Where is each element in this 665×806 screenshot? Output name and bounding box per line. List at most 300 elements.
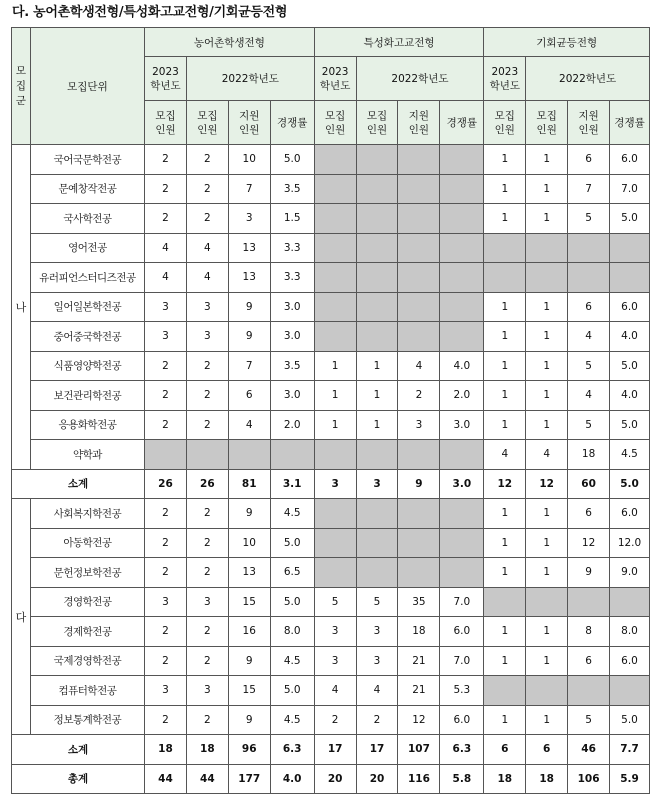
equal-opportunity-recruit-2023: 1	[484, 646, 526, 676]
rural-applicants-2022: 15	[228, 587, 270, 617]
equal-opportunity-recruit-2023: 1	[484, 558, 526, 588]
summary-row	[12, 735, 650, 765]
subtotal-label: 소계	[12, 735, 145, 765]
subtotal-label: 소계	[12, 469, 145, 499]
equal-opportunity-recruit-2023: 1	[484, 351, 526, 381]
department-name: 영어전공	[30, 233, 144, 263]
rural-applicants-2022: 13	[228, 233, 270, 263]
empty-cell	[568, 676, 610, 706]
table-row	[12, 499, 650, 529]
table-row	[12, 351, 650, 381]
equal-opportunity-competition-ratio: 9.0	[610, 558, 650, 588]
equal-opportunity-applicants-2022: 5	[568, 410, 610, 440]
empty-cell	[526, 587, 568, 617]
year-2022-header: 2022학년도	[526, 57, 650, 101]
specialized-recruit-2023: 17	[314, 735, 356, 765]
empty-cell	[270, 440, 314, 470]
specialized-applicants-2022: 107	[398, 735, 440, 765]
specialized-recruit-2023: 3	[314, 469, 356, 499]
equal-opportunity-competition-ratio: 4.0	[610, 322, 650, 352]
empty-cell	[526, 676, 568, 706]
empty-cell	[398, 322, 440, 352]
equal-opportunity-competition-ratio: 5.9	[610, 764, 650, 794]
empty-cell	[398, 558, 440, 588]
unit-column-header: 모집단위	[30, 28, 144, 145]
group-column-header: 모 집 군	[12, 28, 31, 145]
equal-opportunity-applicants-2022: 6	[568, 499, 610, 529]
specialized-recruit-2022: 5	[356, 587, 398, 617]
empty-cell	[314, 322, 356, 352]
rural-recruit-2022: 3	[186, 676, 228, 706]
specialized-recruit-2022: 20	[356, 764, 398, 794]
rural-recruit-2023: 2	[145, 381, 187, 411]
equal-opportunity-recruit-2022: 1	[526, 351, 568, 381]
equal-opportunity-recruit-2022: 1	[526, 528, 568, 558]
specialized-recruit-2023: 20	[314, 764, 356, 794]
empty-cell	[484, 233, 526, 263]
equal-opportunity-competition-ratio: 6.0	[610, 499, 650, 529]
empty-cell	[610, 676, 650, 706]
specialized-recruit-2022: 1	[356, 351, 398, 381]
table-row	[12, 263, 650, 293]
rural-recruit-2023: 4	[145, 233, 187, 263]
equal-opportunity-recruit-2022: 18	[526, 764, 568, 794]
rural-applicants-2022: 9	[228, 705, 270, 735]
table-row	[12, 528, 650, 558]
empty-cell	[440, 499, 484, 529]
empty-cell	[568, 587, 610, 617]
rural-competition-ratio: 3.0	[270, 322, 314, 352]
empty-cell	[356, 322, 398, 352]
equal-opportunity-competition-ratio: 5.0	[610, 204, 650, 234]
equal-opportunity-recruit-2022: 6	[526, 735, 568, 765]
empty-cell	[314, 263, 356, 293]
equal-opportunity-recruit-2023: 18	[484, 764, 526, 794]
equal-opportunity-recruit-2022: 1	[526, 499, 568, 529]
rural-recruit-2023: 3	[145, 292, 187, 322]
specialized-recruit-2023: 1	[314, 381, 356, 411]
empty-cell	[356, 558, 398, 588]
specialized-recruit-2022: 2	[356, 705, 398, 735]
table-row	[12, 145, 650, 175]
rural-recruit-2023: 26	[145, 469, 187, 499]
rural-recruit-2023: 2	[145, 499, 187, 529]
rural-recruit-2022: 3	[186, 587, 228, 617]
specialized-recruit-2023: 3	[314, 617, 356, 647]
department-name: 아동학전공	[30, 528, 144, 558]
department-name: 국사학전공	[30, 204, 144, 234]
recruit-2023-header: 모집 인원	[314, 101, 356, 145]
empty-cell	[398, 440, 440, 470]
empty-cell	[398, 233, 440, 263]
rural-applicants-2022: 6	[228, 381, 270, 411]
empty-cell	[526, 233, 568, 263]
equal-opportunity-competition-ratio: 12.0	[610, 528, 650, 558]
empty-cell	[398, 204, 440, 234]
equal-opportunity-recruit-2022: 1	[526, 646, 568, 676]
department-name: 문헌정보학전공	[30, 558, 144, 588]
equal-opportunity-recruit-2022: 1	[526, 381, 568, 411]
specialized-applicants-2022: 9	[398, 469, 440, 499]
equal-opportunity-applicants-2022: 6	[568, 646, 610, 676]
rural-recruit-2023: 2	[145, 351, 187, 381]
empty-cell	[356, 174, 398, 204]
empty-cell	[314, 440, 356, 470]
equal-opportunity-applicants-2022: 5	[568, 204, 610, 234]
rural-applicants-2022: 7	[228, 174, 270, 204]
equal-opportunity-recruit-2022: 12	[526, 469, 568, 499]
equal-opportunity-recruit-2023: 6	[484, 735, 526, 765]
empty-cell	[314, 174, 356, 204]
specialized-recruit-2023: 1	[314, 351, 356, 381]
table-row	[12, 440, 650, 470]
year-2022-header: 2022학년도	[356, 57, 484, 101]
equal-opportunity-recruit-2023: 1	[484, 617, 526, 647]
equal-opportunity-applicants-2022: 8	[568, 617, 610, 647]
rural-applicants-2022: 9	[228, 499, 270, 529]
empty-cell	[398, 528, 440, 558]
table-row	[12, 646, 650, 676]
department-name: 경영학전공	[30, 587, 144, 617]
specialized-competition-ratio: 3.0	[440, 469, 484, 499]
group-label: 나	[12, 145, 31, 470]
section-header-3: 기회균등전형	[484, 28, 650, 57]
equal-opportunity-competition-ratio: 4.5	[610, 440, 650, 470]
specialized-recruit-2022: 3	[356, 646, 398, 676]
rural-recruit-2022: 2	[186, 558, 228, 588]
department-name: 일어일본학전공	[30, 292, 144, 322]
rural-applicants-2022: 9	[228, 322, 270, 352]
rural-competition-ratio: 3.5	[270, 351, 314, 381]
equal-opportunity-applicants-2022: 6	[568, 292, 610, 322]
equal-opportunity-recruit-2023: 1	[484, 499, 526, 529]
equal-opportunity-recruit-2023: 4	[484, 440, 526, 470]
specialized-recruit-2022: 1	[356, 410, 398, 440]
empty-cell	[610, 263, 650, 293]
empty-cell	[228, 440, 270, 470]
empty-cell	[145, 440, 187, 470]
rural-recruit-2023: 2	[145, 617, 187, 647]
table-row	[12, 174, 650, 204]
rural-recruit-2023: 2	[145, 558, 187, 588]
equal-opportunity-recruit-2023: 1	[484, 174, 526, 204]
rural-recruit-2023: 44	[145, 764, 187, 794]
equal-opportunity-recruit-2023: 1	[484, 410, 526, 440]
empty-cell	[526, 263, 568, 293]
specialized-recruit-2022: 4	[356, 676, 398, 706]
rural-applicants-2022: 81	[228, 469, 270, 499]
rural-recruit-2023: 2	[145, 646, 187, 676]
applicants-2022-header: 지원 인원	[568, 101, 610, 145]
empty-cell	[314, 558, 356, 588]
specialized-recruit-2023: 1	[314, 410, 356, 440]
year-2022-header: 2022학년도	[186, 57, 314, 101]
rural-competition-ratio: 2.0	[270, 410, 314, 440]
rural-recruit-2023: 2	[145, 145, 187, 175]
rural-recruit-2022: 2	[186, 617, 228, 647]
equal-opportunity-applicants-2022: 6	[568, 145, 610, 175]
rural-recruit-2022: 4	[186, 263, 228, 293]
rural-recruit-2022: 3	[186, 292, 228, 322]
recruit-2022-header: 모집 인원	[526, 101, 568, 145]
applicants-2022-header: 지원 인원	[398, 101, 440, 145]
rural-recruit-2023: 3	[145, 587, 187, 617]
rural-recruit-2022: 2	[186, 204, 228, 234]
table-row	[12, 292, 650, 322]
department-name: 국어국문학전공	[30, 145, 144, 175]
specialized-recruit-2022: 17	[356, 735, 398, 765]
applicants-2022-header: 지원 인원	[228, 101, 270, 145]
rural-applicants-2022: 16	[228, 617, 270, 647]
equal-opportunity-recruit-2023: 1	[484, 381, 526, 411]
year-2023-header: 2023 학년도	[484, 57, 526, 101]
rural-recruit-2023: 3	[145, 676, 187, 706]
equal-opportunity-recruit-2023: 1	[484, 145, 526, 175]
equal-opportunity-applicants-2022: 5	[568, 351, 610, 381]
rural-competition-ratio: 6.3	[270, 735, 314, 765]
equal-opportunity-competition-ratio: 6.0	[610, 646, 650, 676]
competition-ratio-header: 경쟁률	[440, 101, 484, 145]
equal-opportunity-competition-ratio: 6.0	[610, 292, 650, 322]
competition-ratio-header: 경쟁률	[270, 101, 314, 145]
year-2023-header: 2023 학년도	[145, 57, 187, 101]
department-name: 문예창작전공	[30, 174, 144, 204]
specialized-competition-ratio: 2.0	[440, 381, 484, 411]
empty-cell	[356, 204, 398, 234]
rural-competition-ratio: 3.0	[270, 292, 314, 322]
rural-competition-ratio: 3.1	[270, 469, 314, 499]
recruit-2022-header: 모집 인원	[356, 101, 398, 145]
rural-competition-ratio: 5.0	[270, 676, 314, 706]
equal-opportunity-competition-ratio: 5.0	[610, 469, 650, 499]
specialized-competition-ratio: 5.8	[440, 764, 484, 794]
empty-cell	[356, 440, 398, 470]
table-row	[12, 676, 650, 706]
recruit-2023-header: 모집 인원	[484, 101, 526, 145]
rural-applicants-2022: 13	[228, 263, 270, 293]
rural-recruit-2022: 2	[186, 499, 228, 529]
department-name: 컴퓨터학전공	[30, 676, 144, 706]
year-2023-header: 2023 학년도	[314, 57, 356, 101]
rural-recruit-2023: 2	[145, 528, 187, 558]
equal-opportunity-recruit-2023: 1	[484, 204, 526, 234]
empty-cell	[314, 145, 356, 175]
equal-opportunity-competition-ratio: 6.0	[610, 145, 650, 175]
empty-cell	[484, 263, 526, 293]
rural-recruit-2022: 2	[186, 381, 228, 411]
rural-recruit-2023: 2	[145, 410, 187, 440]
rural-recruit-2022: 2	[186, 646, 228, 676]
summary-row	[12, 469, 650, 499]
equal-opportunity-recruit-2023: 1	[484, 292, 526, 322]
department-name: 식품영양학전공	[30, 351, 144, 381]
equal-opportunity-recruit-2022: 1	[526, 145, 568, 175]
specialized-competition-ratio: 7.0	[440, 646, 484, 676]
rural-recruit-2022: 4	[186, 233, 228, 263]
rural-recruit-2023: 2	[145, 204, 187, 234]
empty-cell	[398, 292, 440, 322]
table-row	[12, 410, 650, 440]
specialized-competition-ratio: 6.3	[440, 735, 484, 765]
equal-opportunity-applicants-2022: 9	[568, 558, 610, 588]
empty-cell	[440, 204, 484, 234]
rural-competition-ratio: 4.5	[270, 499, 314, 529]
rural-applicants-2022: 9	[228, 646, 270, 676]
empty-cell	[568, 263, 610, 293]
table-row	[12, 322, 650, 352]
department-name: 응용화학전공	[30, 410, 144, 440]
specialized-applicants-2022: 116	[398, 764, 440, 794]
equal-opportunity-recruit-2022: 1	[526, 322, 568, 352]
table-row	[12, 705, 650, 735]
rural-recruit-2022: 3	[186, 322, 228, 352]
rural-competition-ratio: 5.0	[270, 528, 314, 558]
specialized-recruit-2023: 5	[314, 587, 356, 617]
equal-opportunity-recruit-2022: 1	[526, 705, 568, 735]
rural-competition-ratio: 5.0	[270, 145, 314, 175]
equal-opportunity-recruit-2022: 1	[526, 292, 568, 322]
rural-applicants-2022: 4	[228, 410, 270, 440]
rural-applicants-2022: 10	[228, 145, 270, 175]
empty-cell	[186, 440, 228, 470]
equal-opportunity-applicants-2022: 7	[568, 174, 610, 204]
equal-opportunity-recruit-2022: 1	[526, 410, 568, 440]
equal-opportunity-applicants-2022: 106	[568, 764, 610, 794]
rural-competition-ratio: 3.3	[270, 233, 314, 263]
section-header-1: 농어촌학생전형	[145, 28, 315, 57]
equal-opportunity-recruit-2023: 1	[484, 705, 526, 735]
rural-recruit-2022: 2	[186, 145, 228, 175]
equal-opportunity-applicants-2022: 5	[568, 705, 610, 735]
empty-cell	[314, 528, 356, 558]
equal-opportunity-recruit-2022: 1	[526, 174, 568, 204]
specialized-applicants-2022: 2	[398, 381, 440, 411]
equal-opportunity-applicants-2022: 46	[568, 735, 610, 765]
equal-opportunity-recruit-2023: 1	[484, 528, 526, 558]
rural-recruit-2023: 3	[145, 322, 187, 352]
empty-cell	[356, 499, 398, 529]
empty-cell	[398, 174, 440, 204]
empty-cell	[398, 499, 440, 529]
grand-total-label: 총계	[12, 764, 145, 794]
equal-opportunity-recruit-2022: 1	[526, 617, 568, 647]
specialized-competition-ratio: 7.0	[440, 587, 484, 617]
empty-cell	[356, 233, 398, 263]
rural-applicants-2022: 10	[228, 528, 270, 558]
empty-cell	[484, 587, 526, 617]
rural-applicants-2022: 15	[228, 676, 270, 706]
empty-cell	[398, 145, 440, 175]
rural-competition-ratio: 4.0	[270, 764, 314, 794]
competition-ratio-header: 경쟁률	[610, 101, 650, 145]
specialized-competition-ratio: 6.0	[440, 705, 484, 735]
recruit-2022-header: 모집 인원	[186, 101, 228, 145]
specialized-recruit-2022: 3	[356, 469, 398, 499]
rural-applicants-2022: 96	[228, 735, 270, 765]
rural-applicants-2022: 177	[228, 764, 270, 794]
equal-opportunity-competition-ratio: 5.0	[610, 351, 650, 381]
empty-cell	[440, 263, 484, 293]
specialized-applicants-2022: 3	[398, 410, 440, 440]
specialized-applicants-2022: 21	[398, 676, 440, 706]
rural-competition-ratio: 3.5	[270, 174, 314, 204]
rural-recruit-2022: 18	[186, 735, 228, 765]
rural-recruit-2022: 2	[186, 410, 228, 440]
department-name: 경제학전공	[30, 617, 144, 647]
rural-competition-ratio: 1.5	[270, 204, 314, 234]
department-name: 약학과	[30, 440, 144, 470]
specialized-recruit-2022: 3	[356, 617, 398, 647]
equal-opportunity-recruit-2023: 12	[484, 469, 526, 499]
department-name: 유러피언스터디즈전공	[30, 263, 144, 293]
department-name: 보건관리학전공	[30, 381, 144, 411]
rural-competition-ratio: 5.0	[270, 587, 314, 617]
equal-opportunity-applicants-2022: 4	[568, 381, 610, 411]
rural-recruit-2023: 18	[145, 735, 187, 765]
empty-cell	[314, 292, 356, 322]
specialized-competition-ratio: 4.0	[440, 351, 484, 381]
rural-recruit-2022: 2	[186, 174, 228, 204]
rural-recruit-2023: 2	[145, 705, 187, 735]
empty-cell	[440, 292, 484, 322]
rural-applicants-2022: 9	[228, 292, 270, 322]
equal-opportunity-recruit-2022: 1	[526, 204, 568, 234]
specialized-applicants-2022: 21	[398, 646, 440, 676]
rural-competition-ratio: 3.3	[270, 263, 314, 293]
empty-cell	[398, 263, 440, 293]
equal-opportunity-competition-ratio: 8.0	[610, 617, 650, 647]
table-row	[12, 617, 650, 647]
equal-opportunity-applicants-2022: 60	[568, 469, 610, 499]
rural-competition-ratio: 6.5	[270, 558, 314, 588]
empty-cell	[484, 676, 526, 706]
table-row	[12, 381, 650, 411]
equal-opportunity-competition-ratio: 7.0	[610, 174, 650, 204]
empty-cell	[440, 145, 484, 175]
rural-recruit-2022: 26	[186, 469, 228, 499]
equal-opportunity-recruit-2022: 1	[526, 558, 568, 588]
empty-cell	[440, 233, 484, 263]
rural-competition-ratio: 4.5	[270, 646, 314, 676]
empty-cell	[356, 292, 398, 322]
empty-cell	[610, 233, 650, 263]
specialized-recruit-2023: 3	[314, 646, 356, 676]
department-name: 국제경영학전공	[30, 646, 144, 676]
equal-opportunity-applicants-2022: 4	[568, 322, 610, 352]
group-label: 다	[12, 499, 31, 735]
table-row	[12, 233, 650, 263]
empty-cell	[314, 204, 356, 234]
summary-row	[12, 764, 650, 794]
rural-recruit-2022: 2	[186, 528, 228, 558]
department-name: 중어중국학전공	[30, 322, 144, 352]
specialized-applicants-2022: 12	[398, 705, 440, 735]
table-row	[12, 558, 650, 588]
empty-cell	[440, 322, 484, 352]
rural-applicants-2022: 7	[228, 351, 270, 381]
admission-table	[11, 27, 650, 794]
empty-cell	[440, 440, 484, 470]
empty-cell	[610, 587, 650, 617]
equal-opportunity-applicants-2022: 12	[568, 528, 610, 558]
rural-competition-ratio: 4.5	[270, 705, 314, 735]
empty-cell	[314, 233, 356, 263]
equal-opportunity-applicants-2022: 18	[568, 440, 610, 470]
empty-cell	[440, 174, 484, 204]
empty-cell	[356, 528, 398, 558]
specialized-recruit-2023: 2	[314, 705, 356, 735]
rural-competition-ratio: 8.0	[270, 617, 314, 647]
